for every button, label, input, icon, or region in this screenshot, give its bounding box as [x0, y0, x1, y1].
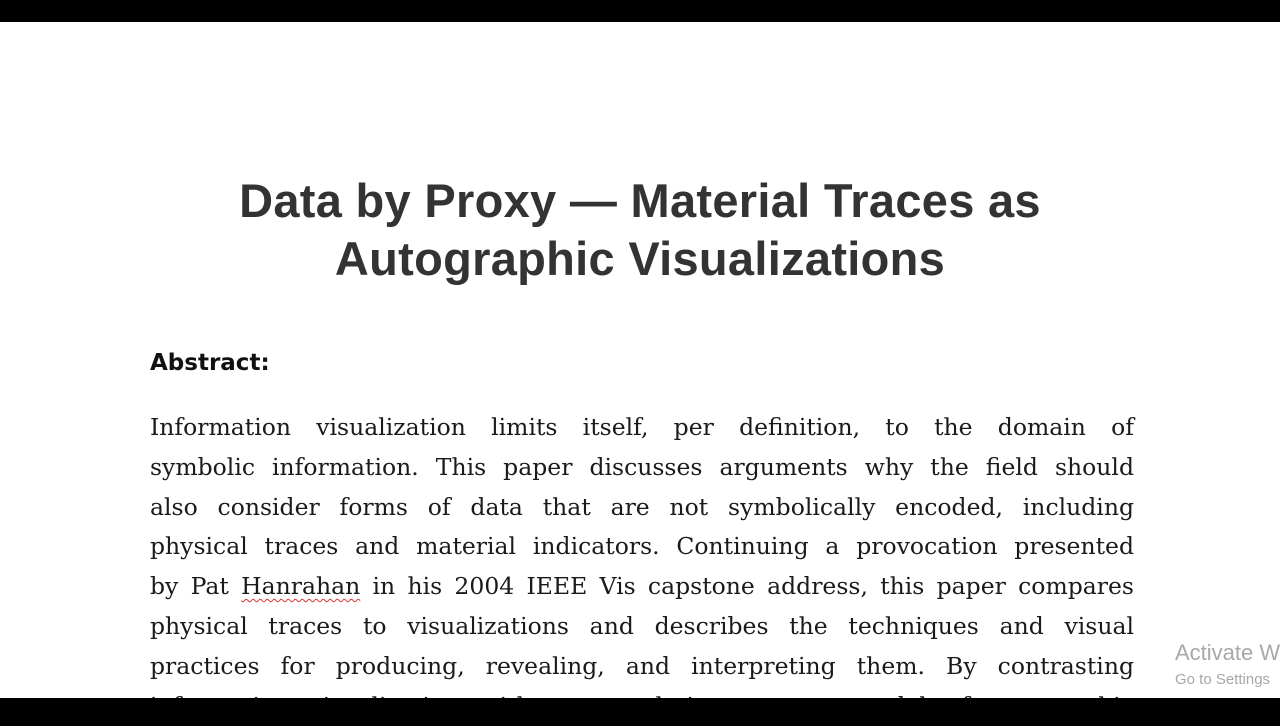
windows-activation-watermark	[1175, 640, 1280, 690]
abstract-line: Information visualization limits itself, per definition, to the domain of	[150, 413, 1134, 441]
activation-subtitle: Go to Settings	[1175, 671, 1271, 688]
bottom-letterbox-bar	[0, 698, 1280, 720]
abstract-line-segment: in his 2004 IEEE Vis capstone address, this paper compares	[360, 572, 1134, 601]
top-letterbox-bar	[0, 0, 1280, 22]
abstract-heading: Abstract:	[150, 350, 270, 376]
page-title: Data by Proxy — Material Traces as Autographic Visualizations	[239, 174, 1041, 285]
document-page	[0, 22, 1280, 698]
abstract-line: also consider forms of data that are not symbolically encoded, including	[150, 492, 1134, 521]
abstract-line: practices for producing, revealing, and interpreting them. By contrasting	[150, 651, 1134, 680]
spellcheck-flagged-word: Hanrahan	[241, 572, 361, 601]
activation-title: Activate W	[1175, 640, 1280, 665]
abstract-body	[150, 408, 1134, 726]
abstract-line: symbolic information. This paper discusses arguments why the field should	[150, 452, 1134, 481]
abstract-line: physical traces and material indicators. Continuing a provocation presented	[150, 532, 1134, 561]
abstract-line	[150, 567, 1134, 607]
abstract-line: physical traces to visualizations and describes the techniques and visual	[150, 611, 1134, 640]
abstract-line-segment: by Pat	[150, 572, 242, 601]
